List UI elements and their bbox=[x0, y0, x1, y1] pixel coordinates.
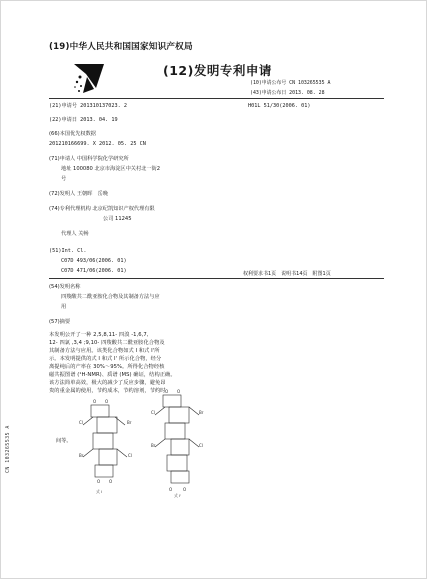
authority-header bbox=[49, 40, 193, 52]
side-publication-number: CN 103265535 A bbox=[5, 425, 11, 473]
patent-agent: 代理人 关畅 bbox=[61, 231, 89, 237]
document-type-title bbox=[163, 61, 272, 79]
address-line-2: 号 bbox=[61, 176, 67, 182]
page-counts: 权利要求书1页 说明书14页 附图1页 bbox=[243, 271, 331, 277]
invention-title-line-2: 用 bbox=[61, 304, 67, 310]
abstract-line: 磁共振图谱 (¹H-NMR)、质谱 (MS) 确证，结构正确。 bbox=[49, 372, 176, 378]
sipo-logo-icon bbox=[68, 56, 110, 98]
chemical-structure-figure bbox=[53, 387, 239, 505]
abstract-line: 该方法简单高效，极大的减少了反应步骤，避免昂 bbox=[49, 380, 166, 386]
ipc-classification: H01L 51/30(2006. 01) bbox=[248, 103, 311, 109]
chemical-structure-icon bbox=[53, 387, 239, 505]
application-publication-date: (43)申请公布日 2013. 08. 28 bbox=[250, 90, 325, 96]
abstract-line: 12- 四氯 ,3,4 ;9,10- 四羧酸共二酰亚胺化合物及 bbox=[49, 340, 165, 346]
svg-text:O: O bbox=[165, 389, 169, 394]
svg-text:O: O bbox=[105, 399, 109, 404]
application-number: (21)申请号 201310137023. 2 bbox=[49, 103, 128, 109]
formula-label-left: 式 I bbox=[96, 489, 103, 494]
pub-type-code: (12) bbox=[163, 63, 194, 78]
inventors: (72)发明人 王朝晖 岳晚 bbox=[49, 191, 108, 197]
invention-title-header: (54)发明名称 bbox=[49, 284, 81, 290]
abstract-line: 离提纯后的产率在 30%～95%。所得化合物经核 bbox=[49, 364, 165, 370]
svg-text:O: O bbox=[109, 479, 113, 484]
svg-text:Cl: Cl bbox=[151, 410, 155, 415]
application-publication-number: (10)申请公布号 CN 103265535 A bbox=[250, 80, 331, 86]
svg-text:Br: Br bbox=[199, 410, 204, 415]
abstract-line: 本发明公开了一种 2,5,8,11- 四溴 -1,6,7, bbox=[49, 332, 149, 338]
invention-title-line-1: 四羧酸共二酰亚胺化合物及其制备方法与应 bbox=[61, 294, 160, 300]
priority-header: (66)本国优先权数据 bbox=[49, 131, 96, 137]
svg-text:Br: Br bbox=[79, 453, 84, 458]
svg-text:Cl: Cl bbox=[79, 420, 83, 425]
address-line-1: 地址 100080 北京市海淀区中关村北一街2 bbox=[61, 166, 161, 172]
abstract-line: 贵的重金属的使用，节约成本，节约溶剂，节约时 bbox=[49, 388, 166, 394]
section-rule bbox=[49, 278, 384, 279]
svg-text:O: O bbox=[183, 487, 187, 492]
pub-type-label: 发明专利申请 bbox=[193, 63, 272, 78]
svg-text:O: O bbox=[93, 399, 97, 404]
formula-label-right: 式 I' bbox=[174, 493, 182, 498]
authority-name: 中华人民共和国国家知识产权局 bbox=[69, 42, 193, 52]
sipo-logo bbox=[68, 56, 110, 98]
svg-text:Cl: Cl bbox=[128, 453, 132, 458]
country-code: (19) bbox=[49, 42, 70, 52]
svg-text:Cl: Cl bbox=[199, 443, 203, 448]
int-cl-1: C07D 493/06(2006. 01) bbox=[61, 258, 127, 264]
abstract-header: (57)摘要 bbox=[49, 319, 71, 325]
svg-text:O: O bbox=[97, 479, 101, 484]
abstract-text bbox=[49, 331, 235, 395]
svg-text:Br: Br bbox=[127, 420, 132, 425]
abstract-line: 其制备方法与应用。该类化合物如式 I 和式 I'所 bbox=[49, 348, 160, 354]
int-cl-2: C07D 471/06(2006. 01) bbox=[61, 268, 127, 274]
svg-text:O: O bbox=[177, 389, 181, 394]
applicant: (71)申请人 中国科学院化学研究所 bbox=[49, 156, 129, 162]
patent-agency: (74)专利代理机构 北京纪凯知识产权代理有限 bbox=[49, 206, 155, 212]
svg-text:Br: Br bbox=[151, 443, 156, 448]
int-cl-header: (51)Int. Cl. bbox=[49, 248, 87, 254]
abstract-last-line: 间等。 bbox=[56, 438, 72, 444]
priority-value: 201210166699. X 2012. 05. 25 CN bbox=[49, 141, 146, 147]
abstract-line: 示。本发明提供的式 I 和式 I' 所示化合物，经分 bbox=[49, 356, 162, 362]
patent-agency-code: 公司 11245 bbox=[103, 216, 132, 222]
header-rule bbox=[49, 98, 384, 99]
application-date: (22)申请日 2013. 04. 19 bbox=[49, 117, 118, 123]
svg-text:O: O bbox=[169, 487, 173, 492]
